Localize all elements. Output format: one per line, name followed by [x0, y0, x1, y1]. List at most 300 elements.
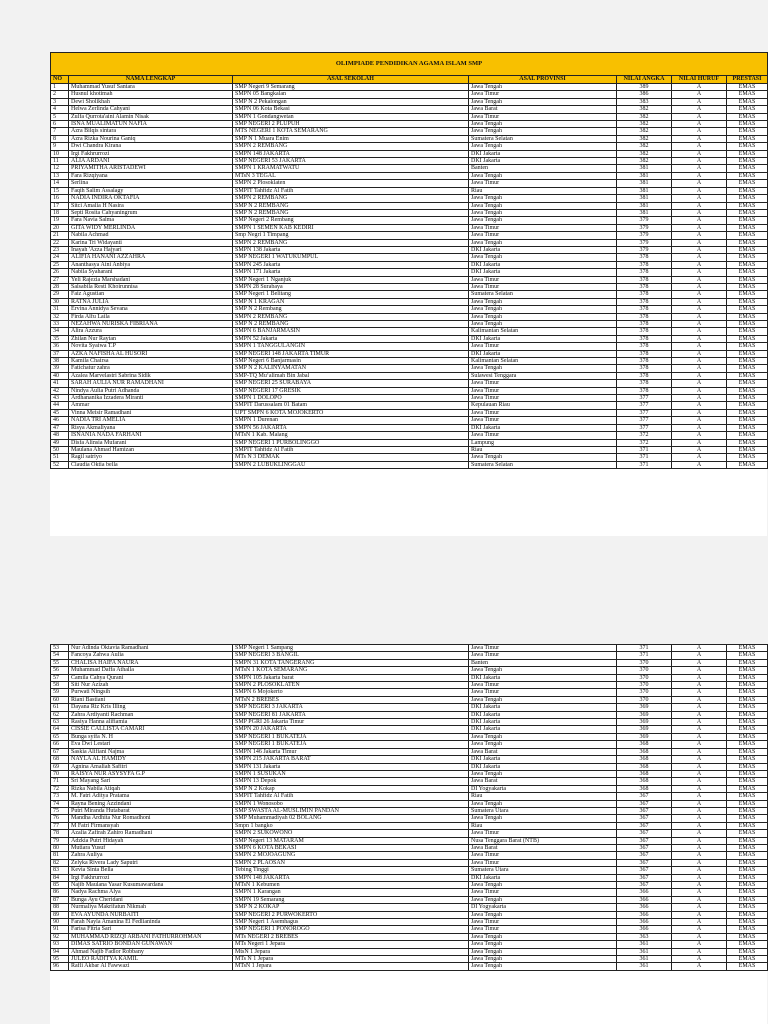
cell-nama: Sri Mayang Sari	[69, 778, 233, 785]
cell-no: 92	[51, 933, 69, 940]
cell-nilai-huruf: A	[672, 956, 727, 963]
table-row	[51, 402, 768, 409]
cell-prestasi: EMAS	[727, 911, 768, 918]
cell-prestasi: EMAS	[727, 726, 768, 733]
cell-sekolah: SMP N 2 REMBANG	[233, 321, 469, 328]
cell-nama: ALIFIA HANANI AZZAHRA	[69, 254, 233, 261]
cell-provinsi: Jawa Timur	[469, 689, 617, 696]
table-row	[51, 135, 768, 142]
cell-prestasi: EMAS	[727, 254, 768, 261]
cell-nilai-angka: 378	[617, 328, 672, 335]
cell-provinsi: Jawa Tengah	[469, 963, 617, 970]
table-row	[51, 195, 768, 202]
cell-sekolah: MTs N 3 DEMAK	[233, 454, 469, 461]
cell-provinsi: Jawa Timur	[469, 387, 617, 394]
cell-sekolah: SMPN 1 Karangan	[233, 889, 469, 896]
cell-nama: Farah Nayla Amanina El Fedlianinda	[69, 919, 233, 926]
table-row	[51, 830, 768, 837]
cell-nilai-angka: 366	[617, 896, 672, 903]
table-row	[51, 889, 768, 896]
cell-no: 96	[51, 963, 69, 970]
cell-no: 73	[51, 793, 69, 800]
cell-sekolah: SMP NEGERI 53 JAKARTA	[233, 158, 469, 165]
cell-nama: Vinna Meisir Ramadhani	[69, 409, 233, 416]
cell-no: 34	[51, 328, 69, 335]
cell-prestasi: EMAS	[727, 84, 768, 91]
cell-sekolah: SMPN 6 BANJARMASIN	[233, 328, 469, 335]
cell-provinsi: Jawa Tengah	[469, 741, 617, 748]
cell-provinsi: Jawa Barat	[469, 106, 617, 113]
cell-nilai-angka: 367	[617, 830, 672, 837]
cell-nilai-angka: 368	[617, 778, 672, 785]
cell-nilai-huruf: A	[672, 926, 727, 933]
table-row	[51, 948, 768, 955]
cell-prestasi: EMAS	[727, 291, 768, 298]
cell-provinsi: Sumatera Selatan	[469, 291, 617, 298]
cell-nama: Nurmaliya Makrifatun Nikmah	[69, 904, 233, 911]
cell-sekolah: UPT SMPN 6 KOTA MOJOKERTO	[233, 409, 469, 416]
cell-sekolah: SMP Negeri 1 Belitang	[233, 291, 469, 298]
table-row	[51, 461, 768, 468]
table-row	[51, 306, 768, 313]
cell-nilai-angka: 378	[617, 254, 672, 261]
cell-prestasi: EMAS	[727, 283, 768, 290]
cell-sekolah: SMPIT Darussalam 01 Batam	[233, 402, 469, 409]
cell-nilai-huruf: A	[672, 195, 727, 202]
cell-provinsi: Nusa Tenggara Barat (NTB)	[469, 837, 617, 844]
cell-nilai-angka: 371	[617, 446, 672, 453]
cell-no: 41	[51, 380, 69, 387]
cell-prestasi: EMAS	[727, 889, 768, 896]
cell-no: 8	[51, 135, 69, 142]
cell-nilai-angka: 378	[617, 276, 672, 283]
cell-prestasi: EMAS	[727, 919, 768, 926]
cell-nama: Irgi Fakhrurrozi	[69, 150, 233, 157]
table-page-1	[50, 52, 767, 536]
cell-nilai-huruf: A	[672, 135, 727, 142]
table-row	[51, 387, 768, 394]
cell-no: 1	[51, 84, 69, 91]
cell-provinsi: Banten	[469, 659, 617, 666]
cell-nama: Maulana Ahmad Hamizan	[69, 446, 233, 453]
cell-provinsi: Jawa Tengah	[469, 84, 617, 91]
cell-nilai-angka: 379	[617, 232, 672, 239]
cell-nilai-angka: 367	[617, 815, 672, 822]
cell-nilai-huruf: A	[672, 224, 727, 231]
cell-nama: Fatichatur zahra	[69, 365, 233, 372]
cell-no: 13	[51, 172, 69, 179]
header-provinsi: ASAL PROVINSI	[469, 76, 617, 84]
cell-nama: Zahra Ardiyanti Rachman	[69, 711, 233, 718]
cell-sekolah: SMPN 2 MOJOAGUNG	[233, 852, 469, 859]
table-row	[51, 844, 768, 851]
cell-nilai-angka: 378	[617, 343, 672, 350]
cell-prestasi: EMAS	[727, 269, 768, 276]
cell-provinsi: Jawa Tengah	[469, 195, 617, 202]
cell-no: 31	[51, 306, 69, 313]
cell-sekolah: SMPN 2 REMBANG	[233, 195, 469, 202]
cell-nilai-huruf: A	[672, 652, 727, 659]
cell-nilai-angka: 377	[617, 424, 672, 431]
cell-no: 27	[51, 276, 69, 283]
cell-nama: Faqih Salim Assalagy	[69, 187, 233, 194]
cell-nama: Putri Miranda Hutabarat	[69, 807, 233, 814]
table-row	[51, 246, 768, 253]
cell-nilai-huruf: A	[672, 785, 727, 792]
cell-nilai-angka: 381	[617, 195, 672, 202]
cell-no: 2	[51, 91, 69, 98]
cell-nilai-angka: 377	[617, 395, 672, 402]
table-row	[51, 711, 768, 718]
table-row	[51, 704, 768, 711]
cell-provinsi: Jawa Tengah	[469, 202, 617, 209]
cell-no: 88	[51, 904, 69, 911]
cell-provinsi: DKI Jakarta	[469, 150, 617, 157]
cell-prestasi: EMAS	[727, 674, 768, 681]
cell-nama: Saskia Alifiani Najma	[69, 748, 233, 755]
cell-provinsi: Jawa Tengah	[469, 948, 617, 955]
cell-sekolah: SMPN 1 SUSUKAN	[233, 770, 469, 777]
cell-nilai-huruf: A	[672, 291, 727, 298]
table-row	[51, 919, 768, 926]
cell-prestasi: EMAS	[727, 424, 768, 431]
results-table-1	[50, 52, 768, 469]
cell-nilai-huruf: A	[672, 254, 727, 261]
cell-no: 22	[51, 239, 69, 246]
table-row	[51, 667, 768, 674]
cell-nilai-angka: 382	[617, 106, 672, 113]
cell-nilai-huruf: A	[672, 84, 727, 91]
cell-nilai-angka: 367	[617, 852, 672, 859]
cell-sekolah: SMP Negeri 9 Semarang	[233, 84, 469, 91]
table-row	[51, 741, 768, 748]
cell-prestasi: EMAS	[727, 417, 768, 424]
cell-prestasi: EMAS	[727, 306, 768, 313]
cell-prestasi: EMAS	[727, 763, 768, 770]
cell-nilai-huruf: A	[672, 387, 727, 394]
cell-prestasi: EMAS	[727, 882, 768, 889]
cell-nilai-angka: 367	[617, 874, 672, 881]
cell-provinsi: Jawa Barat	[469, 778, 617, 785]
cell-no: 57	[51, 674, 69, 681]
cell-nilai-huruf: A	[672, 424, 727, 431]
cell-nilai-angka: 378	[617, 291, 672, 298]
cell-nilai-huruf: A	[672, 439, 727, 446]
cell-nama: Eva Dwi Lestari	[69, 741, 233, 748]
cell-no: 80	[51, 844, 69, 851]
cell-sekolah: SMPN 6 Mojokerto	[233, 689, 469, 696]
cell-nilai-huruf: A	[672, 682, 727, 689]
cell-prestasi: EMAS	[727, 941, 768, 948]
cell-no: 59	[51, 689, 69, 696]
cell-nilai-angka: 369	[617, 704, 672, 711]
cell-nilai-angka: 367	[617, 807, 672, 814]
cell-nama: RAISYA NUR ASYSYFA G.P	[69, 770, 233, 777]
cell-nilai-huruf: A	[672, 209, 727, 216]
cell-nilai-angka: 370	[617, 659, 672, 666]
cell-no: 19	[51, 217, 69, 224]
cell-prestasi: EMAS	[727, 704, 768, 711]
cell-no: 48	[51, 432, 69, 439]
table-row	[51, 358, 768, 365]
cell-no: 30	[51, 298, 69, 305]
table-row	[51, 793, 768, 800]
table-row	[51, 298, 768, 305]
cell-provinsi: Jawa Barat	[469, 844, 617, 851]
cell-provinsi: Jawa Timur	[469, 852, 617, 859]
cell-prestasi: EMAS	[727, 313, 768, 320]
cell-sekolah: SMPN 171 Jakarta	[233, 269, 469, 276]
cell-nama: Ragil satriyo	[69, 454, 233, 461]
cell-prestasi: EMAS	[727, 748, 768, 755]
cell-nama: NADIA TRI AMELIA	[69, 417, 233, 424]
cell-no: 14	[51, 180, 69, 187]
cell-prestasi: EMAS	[727, 135, 768, 142]
cell-prestasi: EMAS	[727, 446, 768, 453]
cell-prestasi: EMAS	[727, 328, 768, 335]
cell-provinsi: Jawa Tengah	[469, 254, 617, 261]
cell-nilai-angka: 363	[617, 933, 672, 940]
cell-prestasi: EMAS	[727, 246, 768, 253]
cell-prestasi: EMAS	[727, 261, 768, 268]
cell-provinsi: DKI Jakarta	[469, 711, 617, 718]
cell-no: 56	[51, 667, 69, 674]
cell-sekolah: SMP Negeri 1 Asemhagus	[233, 919, 469, 926]
cell-sekolah: SMPIT Tahfidz Al Fatih	[233, 187, 469, 194]
cell-nama: Ammar	[69, 402, 233, 409]
table-row	[51, 778, 768, 785]
cell-nama: Husnul khotimah	[69, 91, 233, 98]
cell-provinsi: DI Yogyakarta	[469, 785, 617, 792]
cell-prestasi: EMAS	[727, 387, 768, 394]
cell-nilai-huruf: A	[672, 659, 727, 666]
cell-nilai-huruf: A	[672, 202, 727, 209]
cell-nilai-huruf: A	[672, 261, 727, 268]
cell-nilai-angka: 371	[617, 645, 672, 652]
cell-nilai-angka: 370	[617, 682, 672, 689]
cell-provinsi: DI Yogyakarta	[469, 904, 617, 911]
cell-nilai-huruf: A	[672, 395, 727, 402]
table-row	[51, 756, 768, 763]
cell-no: 3	[51, 98, 69, 105]
cell-provinsi: Jawa Timur	[469, 380, 617, 387]
table-row	[51, 128, 768, 135]
cell-prestasi: EMAS	[727, 158, 768, 165]
cell-nilai-huruf: A	[672, 882, 727, 889]
cell-nama: Camila Cahya Qurani	[69, 674, 233, 681]
cell-prestasi: EMAS	[727, 335, 768, 342]
cell-nilai-angka: 382	[617, 143, 672, 150]
cell-nama: EVA AYUNDA NURBAITI	[69, 911, 233, 918]
cell-no: 16	[51, 195, 69, 202]
table-row	[51, 726, 768, 733]
cell-prestasi: EMAS	[727, 874, 768, 881]
cell-nama: Ervina Annidya Sevana	[69, 306, 233, 313]
cell-nama: Muhammad Yusuf Santara	[69, 84, 233, 91]
cell-sekolah: SMP NEGERI 1 BUKATEJA	[233, 741, 469, 748]
cell-nilai-angka: 361	[617, 948, 672, 955]
table-row	[51, 807, 768, 814]
cell-no: 46	[51, 417, 69, 424]
table-row	[51, 321, 768, 328]
cell-nama: Novita Syaiwa T.P	[69, 343, 233, 350]
cell-provinsi: Lampung	[469, 439, 617, 446]
cell-nilai-angka: 370	[617, 696, 672, 703]
cell-nilai-huruf: A	[672, 180, 727, 187]
cell-prestasi: EMAS	[727, 933, 768, 940]
table-row	[51, 882, 768, 889]
cell-prestasi: EMAS	[727, 956, 768, 963]
cell-nilai-huruf: A	[672, 128, 727, 135]
cell-prestasi: EMAS	[727, 98, 768, 105]
cell-nilai-huruf: A	[672, 689, 727, 696]
cell-nilai-angka: 372	[617, 432, 672, 439]
cell-nama: Mutiara Yusuf	[69, 844, 233, 851]
cell-no: 40	[51, 372, 69, 379]
cell-provinsi: DKI Jakarta	[469, 763, 617, 770]
cell-prestasi: EMAS	[727, 321, 768, 328]
cell-sekolah: SMPN 2 LUBUKLINGGAU	[233, 461, 469, 468]
cell-nilai-huruf: A	[672, 454, 727, 461]
cell-provinsi: Kalimantan Selatan	[469, 358, 617, 365]
table-row	[51, 313, 768, 320]
cell-no: 62	[51, 711, 69, 718]
table-row	[51, 652, 768, 659]
table-row	[51, 224, 768, 231]
cell-nilai-angka: 378	[617, 269, 672, 276]
cell-sekolah: SMPN 31 KOTA TANGERANG	[233, 659, 469, 666]
cell-provinsi: Jawa Tengah	[469, 941, 617, 948]
cell-nama: Riani Bastiani	[69, 696, 233, 703]
table-row	[51, 91, 768, 98]
cell-provinsi: DKI Jakarta	[469, 158, 617, 165]
cell-provinsi: Jawa Timur	[469, 889, 617, 896]
cell-no: 11	[51, 158, 69, 165]
cell-no: 44	[51, 402, 69, 409]
cell-sekolah: SMPN 2 REMBANG	[233, 239, 469, 246]
cell-sekolah: SMPN 1 Gondangwetan	[233, 113, 469, 120]
cell-nama: Agnina Amaliah Safitri	[69, 763, 233, 770]
cell-prestasi: EMAS	[727, 172, 768, 179]
cell-provinsi: Jawa Timur	[469, 417, 617, 424]
cell-sekolah: SMP-TQ Mu‘alimah Bin Jabal	[233, 372, 469, 379]
table-row	[51, 645, 768, 652]
cell-nilai-huruf: A	[672, 822, 727, 829]
cell-nilai-huruf: A	[672, 874, 727, 881]
cell-nilai-angka: 378	[617, 298, 672, 305]
cell-nilai-angka: 366	[617, 926, 672, 933]
cell-nilai-huruf: A	[672, 770, 727, 777]
cell-no: 18	[51, 209, 69, 216]
table-row	[51, 202, 768, 209]
cell-nilai-angka: 381	[617, 165, 672, 172]
cell-nilai-angka: 367	[617, 793, 672, 800]
cell-sekolah: SMPN 19 Semarang	[233, 896, 469, 903]
cell-nilai-huruf: A	[672, 963, 727, 970]
cell-provinsi: Jawa Timur	[469, 232, 617, 239]
cell-provinsi: DKI Jakarta	[469, 704, 617, 711]
cell-nama: AZKA NAFISHA AL HUSORI	[69, 350, 233, 357]
cell-no: 45	[51, 409, 69, 416]
cell-nilai-huruf: A	[672, 756, 727, 763]
cell-no: 76	[51, 815, 69, 822]
cell-nama: Zahra Auliya	[69, 852, 233, 859]
cell-nilai-huruf: A	[672, 696, 727, 703]
cell-sekolah: SMP N 2 Rembang	[233, 306, 469, 313]
cell-nama: Helwa Zerlinda Cahyani	[69, 106, 233, 113]
cell-provinsi: Jawa Timur	[469, 409, 617, 416]
cell-no: 51	[51, 454, 69, 461]
cell-nama: ISNA MUALIMATUN NAFIA	[69, 121, 233, 128]
cell-prestasi: EMAS	[727, 696, 768, 703]
table-row	[51, 291, 768, 298]
cell-prestasi: EMAS	[727, 667, 768, 674]
cell-no: 63	[51, 719, 69, 726]
cell-nama: CISSIE CALLISTA CAMARI	[69, 726, 233, 733]
cell-nilai-huruf: A	[672, 143, 727, 150]
cell-nama: Azra Rizka Nourina Ganiq	[69, 135, 233, 142]
header-row	[51, 76, 768, 84]
cell-prestasi: EMAS	[727, 837, 768, 844]
cell-no: 94	[51, 948, 69, 955]
cell-nilai-angka: 361	[617, 941, 672, 948]
cell-no: 86	[51, 889, 69, 896]
cell-provinsi: DKI Jakarta	[469, 874, 617, 881]
cell-sekolah: MTsN 2 BREBES	[233, 696, 469, 703]
cell-provinsi: Jawa Tengah	[469, 933, 617, 940]
cell-no: 37	[51, 350, 69, 357]
cell-prestasi: EMAS	[727, 409, 768, 416]
cell-no: 4	[51, 106, 69, 113]
cell-nilai-huruf: A	[672, 674, 727, 681]
cell-sekolah: MTsN 3 TEGAL	[233, 172, 469, 179]
table-row	[51, 424, 768, 431]
cell-sekolah: SMP N 1 KRAGAN	[233, 298, 469, 305]
cell-provinsi: Jawa Tengah	[469, 321, 617, 328]
cell-provinsi: DKI Jakarta	[469, 674, 617, 681]
cell-nilai-angka: 367	[617, 867, 672, 874]
table-row	[51, 380, 768, 387]
cell-provinsi: Jawa Timur	[469, 652, 617, 659]
cell-provinsi: Jawa Tengah	[469, 667, 617, 674]
cell-prestasi: EMAS	[727, 121, 768, 128]
cell-nama: Serlina	[69, 180, 233, 187]
cell-nama: Nabila Syaharani	[69, 269, 233, 276]
cell-prestasi: EMAS	[727, 904, 768, 911]
cell-nama: Alira Azzura	[69, 328, 233, 335]
cell-provinsi: Jawa Timur	[469, 432, 617, 439]
table-row	[51, 158, 768, 165]
cell-nama: Siti Nur Azizah	[69, 682, 233, 689]
cell-nilai-angka: 382	[617, 121, 672, 128]
cell-nilai-angka: 379	[617, 224, 672, 231]
cell-nama: Najib Maulana Yasar Kusumawardana	[69, 882, 233, 889]
cell-no: 55	[51, 659, 69, 666]
table-row	[51, 165, 768, 172]
table-row	[51, 328, 768, 335]
cell-nama: Bunga Ayu Cheridani	[69, 896, 233, 903]
header-sekolah: ASAL SEKOLAH	[233, 76, 469, 84]
cell-provinsi: Jawa Tengah	[469, 306, 617, 313]
cell-provinsi: Jawa Tengah	[469, 733, 617, 740]
cell-nilai-huruf: A	[672, 763, 727, 770]
table-row	[51, 733, 768, 740]
cell-nilai-angka: 369	[617, 719, 672, 726]
cell-no: 5	[51, 113, 69, 120]
cell-nama: Mandha Ardhita Nur Romadhoni	[69, 815, 233, 822]
table-row	[51, 409, 768, 416]
cell-prestasi: EMAS	[727, 372, 768, 379]
